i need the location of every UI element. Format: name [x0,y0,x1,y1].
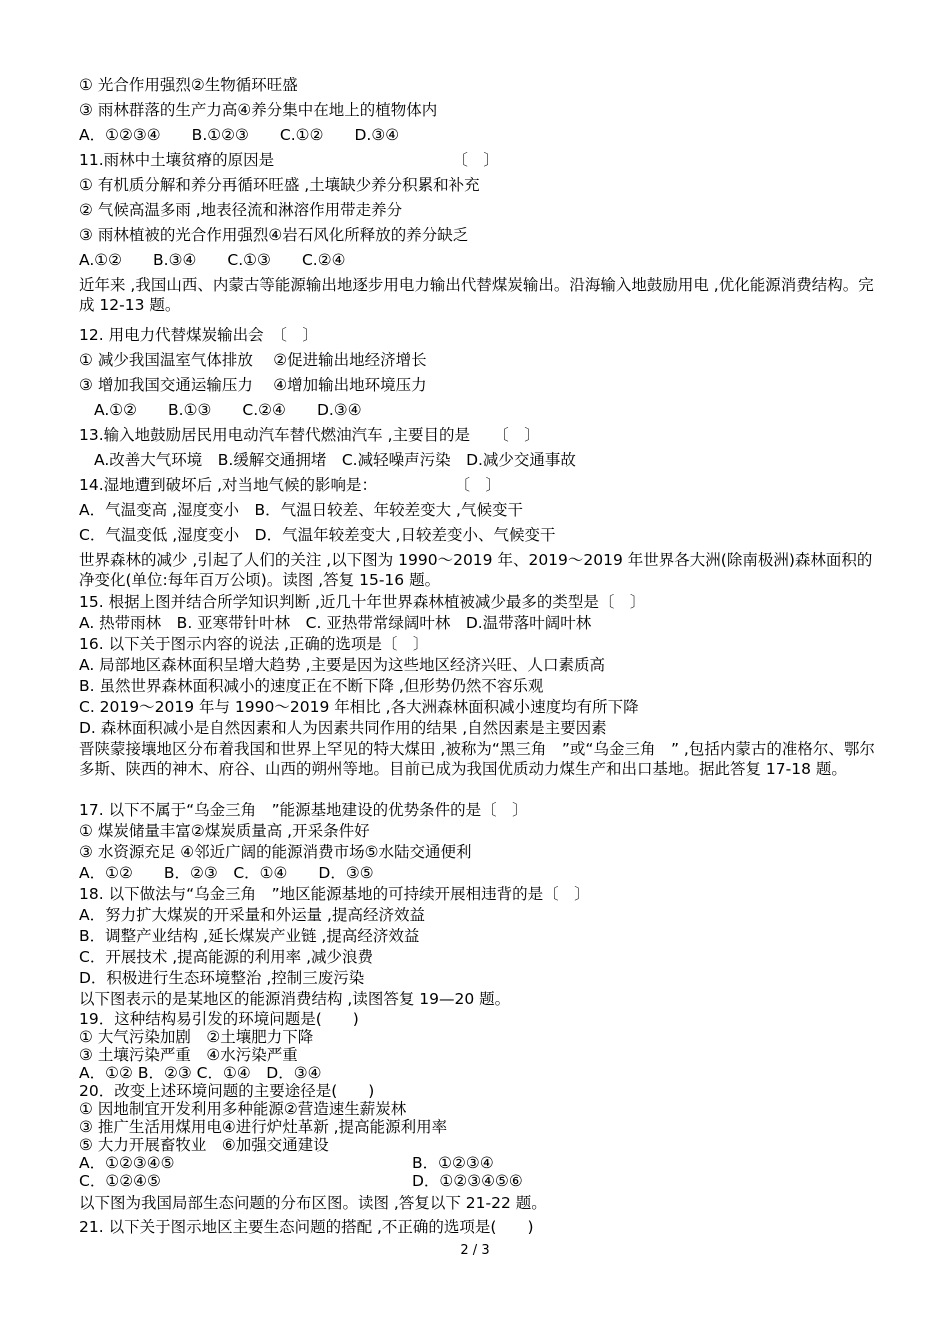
answer-choices: A.改善大气环境 B.缓解交通拥堵 C.减轻噪声污染 D.减少交通事故 [94,451,576,469]
question-21: 21. 以下关于图示地区主要生态问题的搭配 ,不正确的选项是( ) [79,1218,534,1236]
option-line: ③ 雨林群落的生产力高④养分集中在地上的植物体内 [79,101,438,119]
answer-choices: A.①② B.③④ C.①③ C.②④ [79,251,346,269]
option-line: ③ 增加我国交通运输压力 ④增加输出地环境压力 [79,376,427,394]
passage-15-16: 世界森林的减少 ,引起了人们的关注 ,以下图为 1990～2019 年、2019～2019 年世界各大洲(除南极洲)森林面积的净变化(单位:每年百万公顷)。读图 ,答复 15-16 题。 [79,551,873,589]
question-19: 19．这种结构易引发的环境问题是( ) [79,1010,359,1028]
option-line: ③ 土壤污染严重 ④水污染严重 [79,1046,298,1064]
question-17: 17. 以下不属于“乌金三角 ”能源基地建设的优势条件的是〔 〕 [79,801,528,819]
question-15: 15. 根据上图并结合所学知识判断 ,近几十年世界森林植被减少最多的类型是〔 〕 [79,593,646,611]
passage-21-22: 以下图为我国局部生态问题的分布区图。读图 ,答复以下 21-22 题。 [79,1194,547,1212]
answer-choice-a: A．①②③④⑤ [79,1154,175,1172]
option-line: A．努力扩大煤炭的开采量和外运量 ,提高经济效益 [79,906,425,924]
question-13: 13.输入地鼓励居民用电动汽车替代燃油汽车 ,主要目的是 〔 〕 [79,426,540,444]
passage-17-18: 晋陕蒙接壤地区分布着我国和世界上罕见的特大煤田 ,被称为“黑三角 ”或“乌金三角 ” ,包括内蒙古的准格尔、鄂尔多斯、陕西的神木、府谷、山西的朔州等地。目前已成为我国优质动力煤生产和出口基地。据此答复 17-18 题。 [79,740,875,778]
answer-choices: A.①② B.①③ C.②④ D.③④ [94,401,362,419]
page-number: 2 / 3 [460,1243,490,1258]
question-12: 12. 用电力代替煤炭输出会 〔 〕 [79,326,318,344]
passage-12-13: 近年来 ,我国山西、内蒙古等能源输出地逐步用电力输出代替煤炭输出。沿海输入地鼓励用电 ,优化能源消费结构。完成 12-13 题。 [79,276,874,314]
option-line: ① 煤炭储量丰富②煤炭质量高 ,开采条件好 [79,822,370,840]
question-18: 18. 以下做法与“乌金三角 ”地区能源基地的可持续开展相违背的是〔 〕 [79,885,590,903]
question-16: 16. 以下关于图示内容的说法 ,正确的选项是〔 〕 [79,635,429,653]
option-line: ② 气候高温多雨 ,地表径流和淋溶作用带走养分 [79,201,403,219]
answer-choice-b: B．①②③④ [412,1154,494,1172]
option-line: B. 虽然世界森林面积减小的速度正在不断下降 ,但形势仍然不容乐观 [79,677,544,695]
question-20: 20．改变上述环境问题的主要途径是( ) [79,1082,375,1100]
answer-choices: A. 热带雨林 B. 亚寒带针叶林 C. 亚热带常绿阔叶林 D.温带落叶阔叶林 [79,614,592,632]
answer-choice-d: D．①②③④⑤⑥ [412,1172,523,1190]
passage-19-20: 以下图表示的是某地区的能源消费结构 ,读图答复 19—20 题。 [79,990,511,1008]
answer-choices: A．①②③④ B.①②③ C.①② D.③④ [79,126,400,144]
option-line: D．积极进行生态环境整治 ,控制三废污染 [79,969,365,987]
option-line: B．调整产业结构 ,延长煤炭产业链 ,提高经济效益 [79,927,420,945]
option-line: ⑤ 大力开展畜牧业 ⑥加强交通建设 [79,1136,329,1154]
option-line: D. 森林面积减小是自然因素和人为因素共同作用的结果 ,自然因素是主要因素 [79,719,607,737]
option-line: ① 光合作用强烈②生物循环旺盛 [79,76,298,94]
option-line: ① 大气污染加剧 ②土壤肥力下降 [79,1028,314,1046]
option-line: ① 减少我国温室气体排放 ②促进输出地经济增长 [79,351,427,369]
question-14: 14.湿地遭到破坏后 ,对当地气候的影响是： 〔 〕 [79,476,502,494]
option-line: C．开展技术 ,提高能源的利用率 ,减少浪费 [79,948,374,966]
answer-choices: A．①② B．②③ C．①④ D．③④ [79,1064,322,1082]
question-11: 11.雨林中土壤贫瘠的原因是 〔 〕 [79,151,499,169]
option-line: ③ 水资源充足 ④邻近广阔的能源消费市场⑤水陆交通便利 [79,843,472,861]
answer-choices: A．①② B．②③ C．①④ D．③⑤ [79,864,374,882]
answer-choice-c: C．①②④⑤ [79,1172,161,1190]
option-line: ③ 推广生活用煤用电④进行炉灶革新 ,提高能源利用率 [79,1118,448,1136]
option-line: ① 因地制宜开发利用多种能源②营造速生薪炭林 [79,1100,407,1118]
option-line: ③ 雨林植被的光合作用强烈④岩石风化所释放的养分缺乏 [79,226,469,244]
answer-choices: C．气温变低 ,湿度变小 D．气温年较差变大 ,日较差变小、气候变干 [79,526,556,544]
answer-choices: A．气温变高 ,湿度变小 B．气温日较差、年较差变大 ,气候变干 [79,501,523,519]
option-line: C. 2019～2019 年与 1990～2019 年相比 ,各大洲森林面积减小速度均有所下降 [79,698,639,716]
option-line: A. 局部地区森林面积呈增大趋势 ,主要是因为这些地区经济兴旺、人口素质高 [79,656,606,674]
option-line: ① 有机质分解和养分再循环旺盛 ,土壤缺少养分积累和补充 [79,176,480,194]
